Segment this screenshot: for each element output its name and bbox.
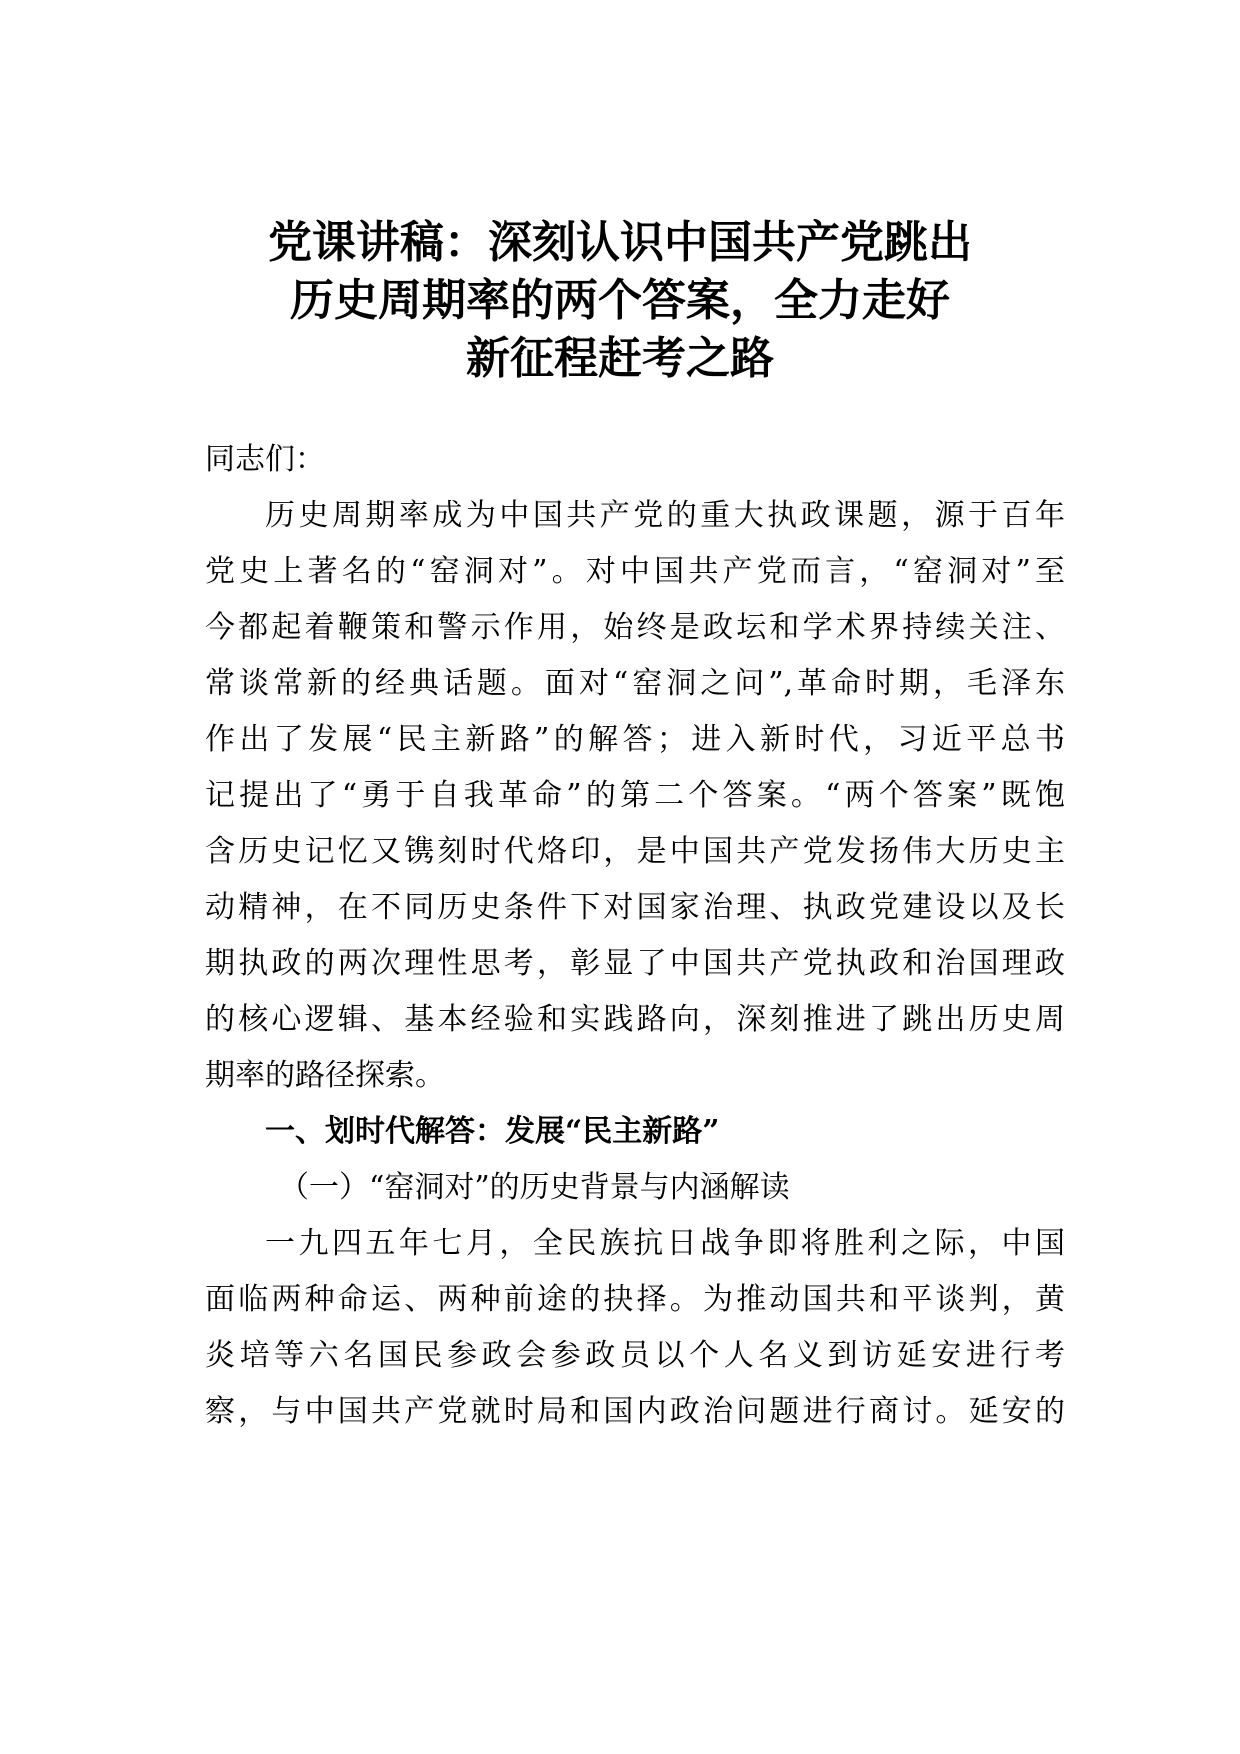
paragraph-1-line: 作出了发展“民主新路”的解答；进入新时代，习近平总书 xyxy=(205,722,1065,757)
paragraph-1 xyxy=(205,488,1065,1104)
document-title xyxy=(200,214,1040,388)
paragraph-2-line: 炎培等六名国民参政会参政员以个人名义到访延安进行考 xyxy=(205,1338,1065,1373)
paragraph-1-line: 动精神，在不同历史条件下对国家治理、执政党建设以及长 xyxy=(205,890,1065,925)
paragraph-1-line: 的核心逻辑、基本经验和实践路向，深刻推进了跳出历史周 xyxy=(205,1002,1065,1037)
salutation: 同志们： xyxy=(205,442,325,477)
paragraph-2-line: 一九四五年七月，全民族抗日战争即将胜利之际，中国 xyxy=(265,1226,1065,1261)
document-body xyxy=(205,432,1065,1440)
paragraph-1-line: 常谈常新的经典话题。面对“窑洞之问”,革命时期，毛泽东 xyxy=(205,666,1065,701)
title-line-2: 历史周期率的两个答案，全力走好 xyxy=(290,275,950,326)
paragraph-2 xyxy=(205,1216,1065,1440)
paragraph-1-line: 历史周期率成为中国共产党的重大执政课题，源于百年 xyxy=(265,498,1065,533)
paragraph-1-line: 期率的路径探索。 xyxy=(205,1058,445,1093)
paragraph-1-line: 含历史记忆又镌刻时代烙印，是中国共产党发扬伟大历史主 xyxy=(205,834,1065,869)
paragraph-1-line: 今都起着鞭策和警示作用，始终是政坛和学术界持续关注、 xyxy=(205,610,1065,645)
paragraph-1-line: 党史上著名的“窑洞对”。对中国共产党而言，“窑洞对”至 xyxy=(205,554,1065,589)
title-line-1: 党课讲稿：深刻认识中国共产党跳出 xyxy=(268,217,972,268)
paragraph-1-line: 期执政的两次理性思考，彰显了中国共产党执政和治国理政 xyxy=(205,946,1065,981)
paragraph-2-line: 察，与中国共产党就时局和国内政治问题进行商讨。延安的 xyxy=(205,1394,1065,1429)
paragraph-1-line: 记提出了“勇于自我革命”的第二个答案。“两个答案”既饱 xyxy=(205,778,1065,813)
section-heading: 一、划时代解答：发展“民主新路” xyxy=(265,1114,720,1149)
paragraph-2-line: 面临两种命运、两种前途的抉择。为推动国共和平谈判，黄 xyxy=(205,1282,1065,1317)
subsection-heading: （一）“窑洞对”的历史背景与内涵解读 xyxy=(279,1170,790,1205)
title-line-3: 新征程赶考之路 xyxy=(466,333,774,384)
